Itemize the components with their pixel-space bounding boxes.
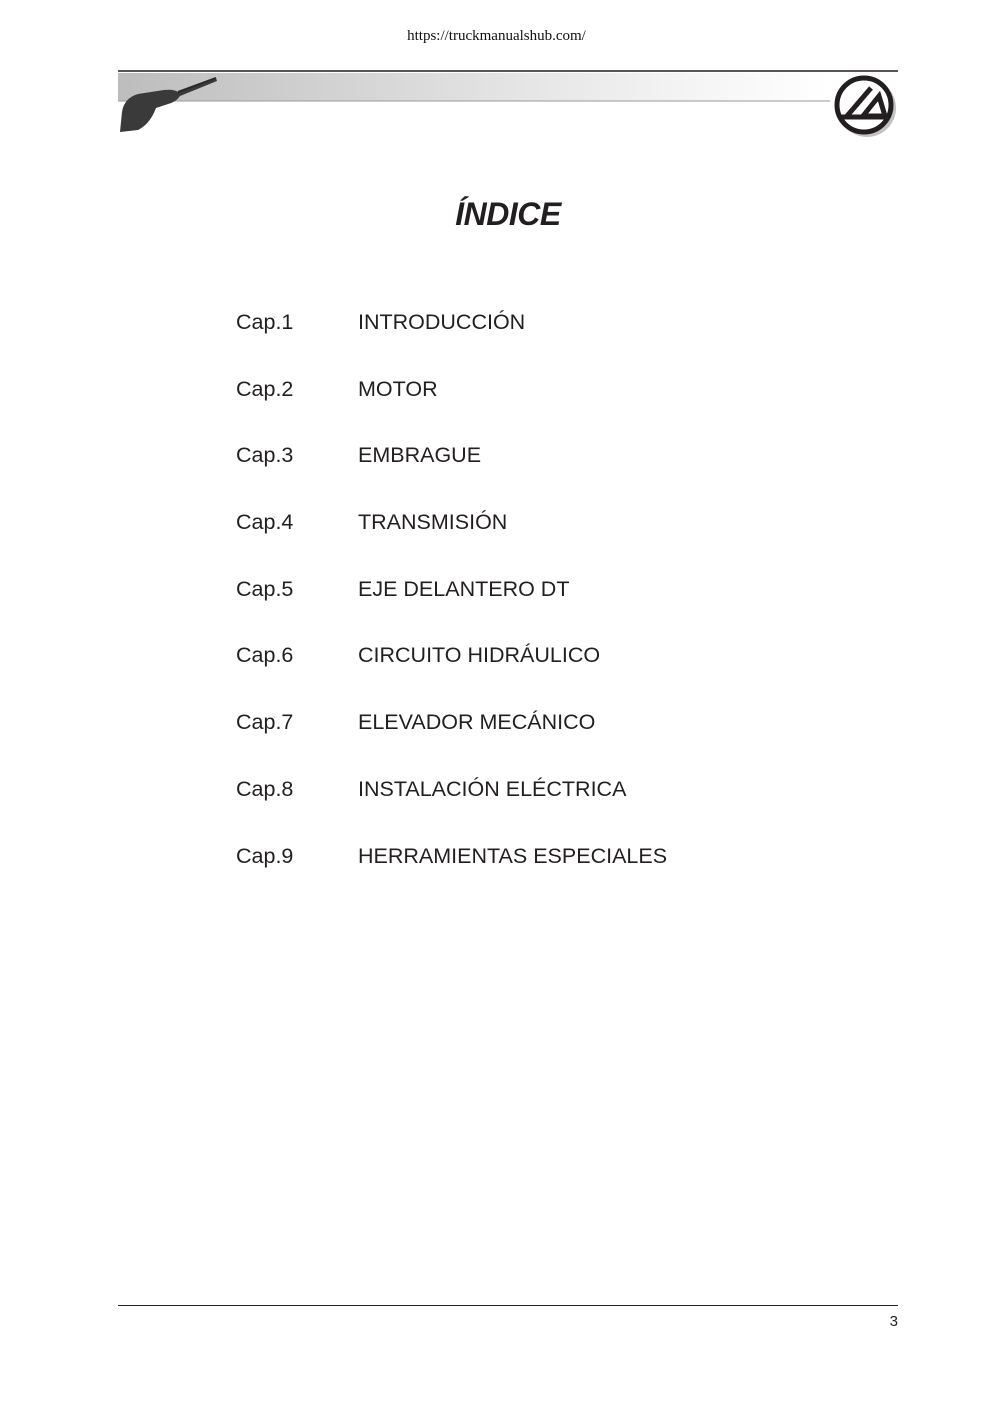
toc-chapter-title: INSTALACIÓN ELÉCTRICA bbox=[358, 776, 627, 801]
header-band bbox=[118, 70, 898, 142]
toc-row bbox=[236, 777, 796, 844]
toc-row bbox=[236, 844, 796, 911]
toc-row bbox=[236, 577, 796, 644]
toc-chapter-number: Cap.2 bbox=[236, 376, 294, 401]
toc-chapter-title: TRANSMISIÓN bbox=[358, 510, 508, 535]
toc-chapter-title: EMBRAGUE bbox=[358, 443, 482, 468]
page-number: 3 bbox=[889, 1313, 898, 1330]
toc-chapter-number: Cap.9 bbox=[236, 843, 294, 868]
toc-chapter-number: Cap.4 bbox=[236, 510, 294, 535]
footer-rule bbox=[118, 1305, 898, 1306]
toc-chapter-number: Cap.3 bbox=[236, 443, 294, 468]
toc-chapter-title: ELEVADOR MECÁNICO bbox=[358, 710, 596, 735]
page-title: ÍNDICE bbox=[455, 196, 561, 232]
toc-chapter-number: Cap.7 bbox=[236, 710, 294, 735]
table-of-contents bbox=[236, 310, 796, 910]
toc-chapter-title: HERRAMIENTAS ESPECIALES bbox=[358, 843, 668, 868]
toc-chapter-title: EJE DELANTERO DT bbox=[358, 576, 570, 601]
toc-row bbox=[236, 710, 796, 777]
toc-chapter-title: MOTOR bbox=[358, 376, 438, 401]
source-url: https://truckmanualshub.com/ bbox=[407, 28, 586, 44]
toc-chapter-number: Cap.5 bbox=[236, 576, 294, 601]
toc-chapter-number: Cap.6 bbox=[236, 643, 294, 668]
toc-row bbox=[236, 443, 796, 510]
hand-pointer-icon bbox=[116, 72, 226, 138]
toc-row bbox=[236, 510, 796, 577]
toc-chapter-title: CIRCUITO HIDRÁULICO bbox=[358, 643, 601, 668]
toc-row bbox=[236, 643, 796, 710]
toc-row bbox=[236, 377, 796, 444]
toc-chapter-title: INTRODUCCIÓN bbox=[358, 310, 526, 334]
brand-logo-icon bbox=[833, 74, 899, 140]
toc-chapter-number: Cap.8 bbox=[236, 776, 294, 801]
toc-row bbox=[236, 310, 796, 377]
toc-chapter-number: Cap.1 bbox=[236, 310, 294, 334]
